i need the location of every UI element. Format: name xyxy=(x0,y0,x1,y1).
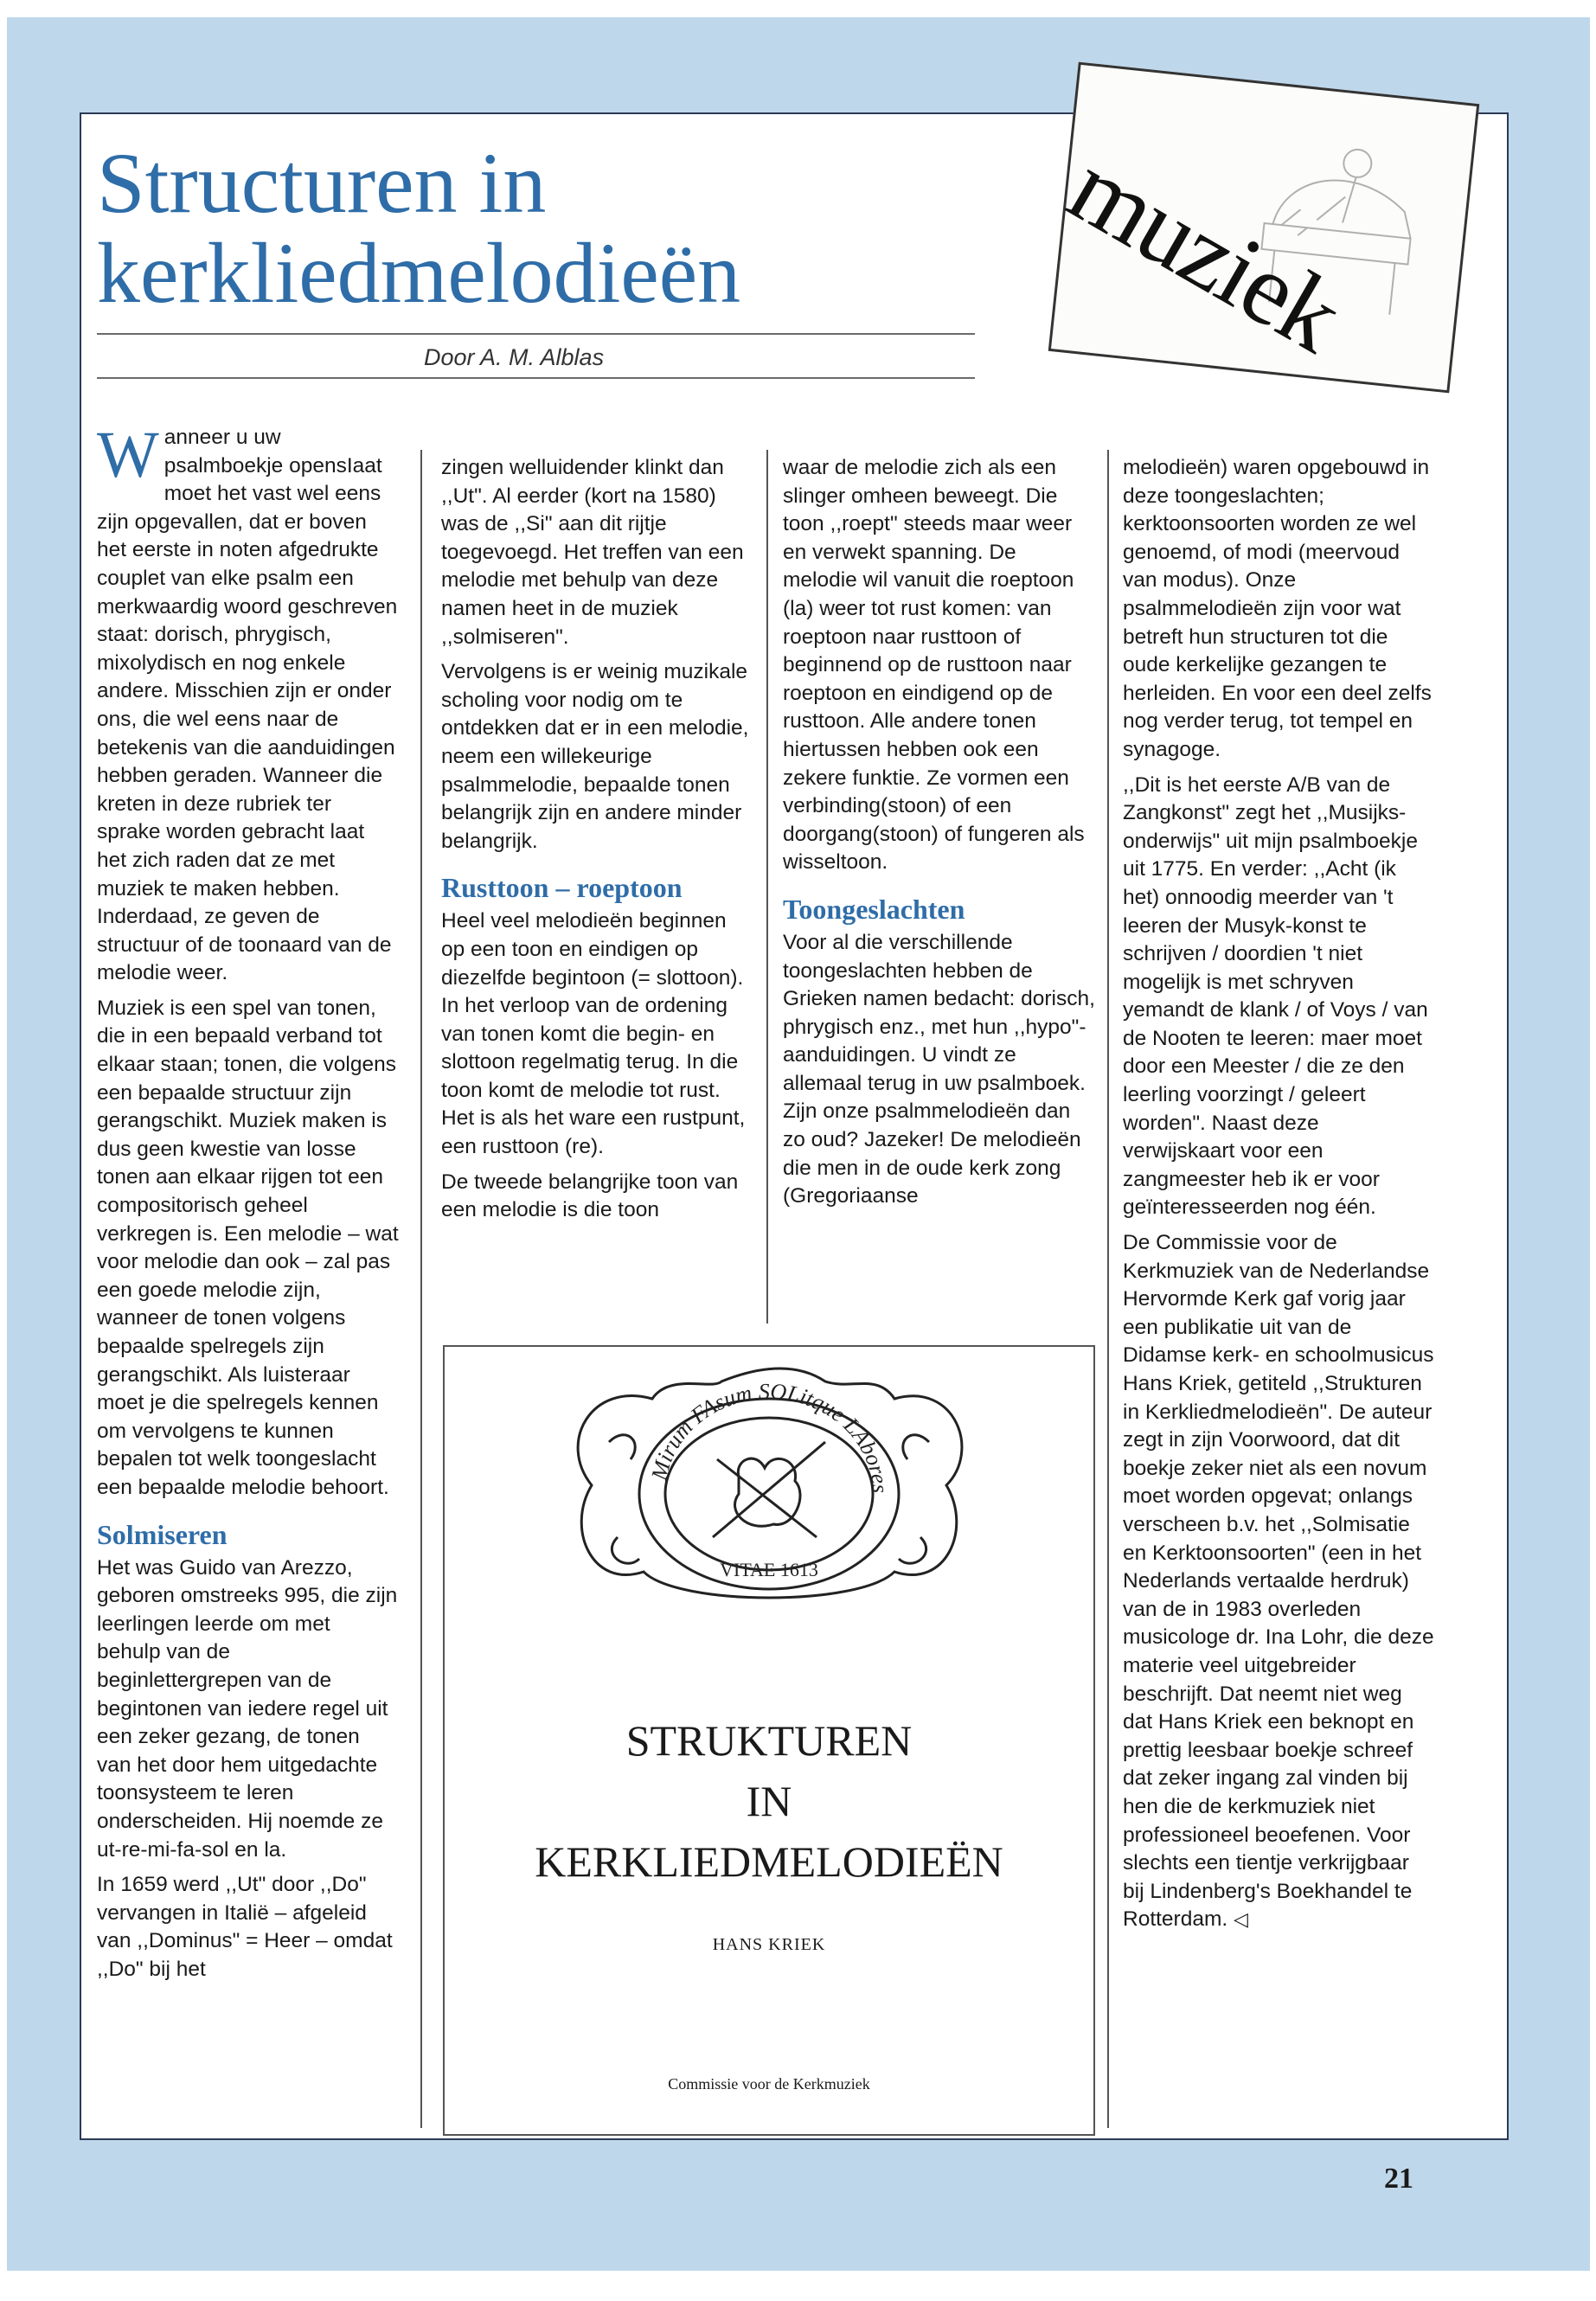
col2-p3: Heel veel melodieën beginnen op een toon en eindigen op diezelfde begintoon (= slottoon). In het verloop van de ordening van tonen komt die begin- en slottoon regelmatig terug. In die toon komt de melodie tot rust. Het is als het ware een rustpunt, een rusttoon (re). xyxy=(441,909,746,1159)
col1-p3: Het was Guido van Arezzo, geboren omstreeks 995, die zijn leerlingen leerde om met behulp van de beginlettergrepen van de begintonen van iedere regel uit een zeker gezang, de tonen van het door hem uitgedachte toonsysteem te leren onderscheiden. Hij noemde ze ut-re-mi-fa-sol en la. xyxy=(97,1555,398,1862)
col4-p2: ,,Dit is het eerste A/B van de Zangkonst" zegt het ,,Musijks-onderwijs" uit mijn psalmboekje uit 1775. En verder: ,,Acht (ik het) onnoodig meerder van 't leeren der Musyk-konst te schrijven / doordien 't niet mogelijk is met schryven yemandt de klank / of Voys / van de Nooten te leeren: maer moet door een Meester / die ze den leerling voorzingt / geleert worden". Naast deze verwijskaart voor een zangmeester heb ik er voor geïnteresseerden nog één. xyxy=(1123,772,1428,1220)
violin-ornament-icon xyxy=(540,1364,998,1615)
paragraph xyxy=(97,419,400,988)
column-divider xyxy=(1107,450,1109,2128)
col4-p3 xyxy=(1123,1229,1434,1934)
col1-p2: Muziek is een spel van tonen, die in een bepaald verband tot elkaar staan; tonen, die volgens een bepaalde structuur zijn gerangschikt. Muziek maken is dus geen kwestie van losse tonen aan elkaar rijgen tot een compositorisch geheel verkregen is. Een melodie – wat voor melodie dan ook – zal pas een goede melodie zijn, wanneer de tonen volgens bepaalde spelregels zijn gerangschikt. Als luisteraar moet je die spelregels kennen om vervolgens te kunnen bepalen tot welk toongeslacht een bepaalde melodie behoort. xyxy=(97,996,399,1499)
title-rule-bottom xyxy=(97,377,975,379)
column-divider xyxy=(766,450,768,1324)
col2-p1: zingen welluidender klinkt dan ,,Ut". Al eerder (kort na 1580) was de ,,Si" aan dit rijtje toegevoegd. Het treffen van een melodie met behulp van deze namen heet in de muziek ,,solmiseren". xyxy=(441,456,744,649)
column-2 xyxy=(441,454,753,1232)
book-author: HANS KRIEK xyxy=(712,1935,826,1954)
col2-p4: De tweede belangrijke toon van een melodie is die toon xyxy=(441,1170,739,1222)
column-1 xyxy=(97,419,400,1990)
column-3 xyxy=(783,454,1096,1218)
book-cover-image xyxy=(443,1345,1095,2136)
section-tag-word: muziek xyxy=(1051,130,1360,374)
section-tag-card xyxy=(1048,62,1480,394)
col4-p3-text: De Commissie voor de Kerkmuziek van de Nederlandse Hervormde Kerk gaf vorig jaar een publikatie uit van de Didamse kerk- en schoolmusicus Hans Kriek, getiteld ,,Strukturen in Kerkliedmelodieën". De auteur zegt in zijn Voorwoord, dat dit boekje zeker niet als een novum moet worden opgevat; onlangs verscheen b.v. het ,,Solmisatie en Kerktoonsoorten" (een in het Nederlands vertaalde herdruk) van de in 1983 overleden musicologe dr. Ina Lohr, die deze materie veel uitgebreider beschrijft. Dat neemt niet weg dat Hans Kriek een beknopt en prettig leesbaar boekje schreef dat zeker ingang zal vinden bij hen die de kerkmuziek niet professioneel beoefenen. Voor slechts een tientje verkrijgbaar bij Lindenberg's Boekhandel te Rotterdam. xyxy=(1123,1231,1434,1932)
book-publisher: Commissie voor de Kerkmuziek xyxy=(668,2075,870,2093)
page-number: 21 xyxy=(1384,2163,1413,2195)
col4-p1: melodieën) waren opgebouwd in deze toongeslachten; kerktoonsoorten worden ze wel genoemd, of modi (meervoud van modus). Onze psalmmelodieën zijn voor wat betreft hun structuren tot die oude kerkelijke gezangen te herleiden. En voor een deel zelfs nog verder terug, tot tempel en synagoge. xyxy=(1123,456,1432,761)
column-4 xyxy=(1123,454,1434,1941)
drop-cap: W xyxy=(97,419,159,491)
heading-toongeslachten: Toongeslachten xyxy=(783,893,965,925)
book-title: STRUKTUREN IN KERKLIEDMELODIEËN xyxy=(535,1716,1003,1886)
svg-text:Mirum FAsum SOLitque LAbores xyxy=(646,1379,893,1494)
heading-solmiseren: Solmiseren xyxy=(97,1518,228,1550)
ornament-ring-text: Mirum FAsum SOLitque LAbores xyxy=(646,1378,894,1494)
article-title xyxy=(97,135,997,321)
col1-p1: anneer u uw psalmboekje opensIaat moet het vast wel eens zijn opgevallen, dat er boven het eerste in noten afgedrukte couplet van elke psalm een merkwaardig woord geschreven staat: dorisch, phrygisch, mixolydisch en nog enkele andere. Misschien zijn er onder ons, die wel eens naar de betekenis van die aanduidingen hebben geraden. Wanneer die kreten in deze rubriek ter sprake worden gebracht laat het zich raden dat ze met muziek te maken hebben. Inderdaad, ze geven de structuur of de toonaard van de melodie weer. xyxy=(97,426,398,985)
title-line-1: Structuren in xyxy=(97,135,547,231)
col2-p2: Vervolgens is er weinig muzikale scholing voor nodig om te ontdekken dat er in een melodie, neem een willekeurige psalmmelodie, bepaalde tonen belangrijk zijn en andere minder belangrijk. xyxy=(441,660,749,853)
title-rule-top xyxy=(97,333,975,335)
col3-p1: waar de melodie zich als een slinger omheen beweegt. Die toon ,,roept" steeds maar weer en verwekt spanning. De melodie wil vanuit die roeptoon (la) weer tot rust komen: van roeptoon naar rusttoon of beginnend op de rusttoon naar roeptoon en eindigend op de rusttoon. Alle andere tonen hiertussen hebben ook een zekere funktie. Ze vormen een verbinding(stoon) of een doorgang(stoon) of fungeren als wisseltoon. xyxy=(783,456,1085,875)
ornament-banner-text: VITAE 1613 xyxy=(720,1559,818,1580)
col3-p2: Voor al die verschillende toongeslachten hebben de Grieken namen bedacht: dorisch, phrygisch enz., met hun ,,hypo"-aanduidingen. U vindt ze allemaal terug in uw psalmboek. Zijn onze psalmmelodieën dan zo oud? Jazeker! De melodieën die men in de oude kerk zong (Gregoriaanse xyxy=(783,930,1095,1208)
heading-rusttoon: Rusttoon – roeptoon xyxy=(441,872,683,904)
byline: Door A. M. Alblas xyxy=(424,344,605,370)
col1-p4: In 1659 werd ,,Ut" door ,,Do" vervangen in Italië – afgeleid van ,,Dominus" = Heer – omdat ,,Do" bij het xyxy=(97,1873,393,1981)
title-line-2: kerkliedmelodieën xyxy=(97,225,741,321)
column-divider xyxy=(420,450,422,2128)
end-mark-icon: ◁ xyxy=(1234,1908,1248,1931)
